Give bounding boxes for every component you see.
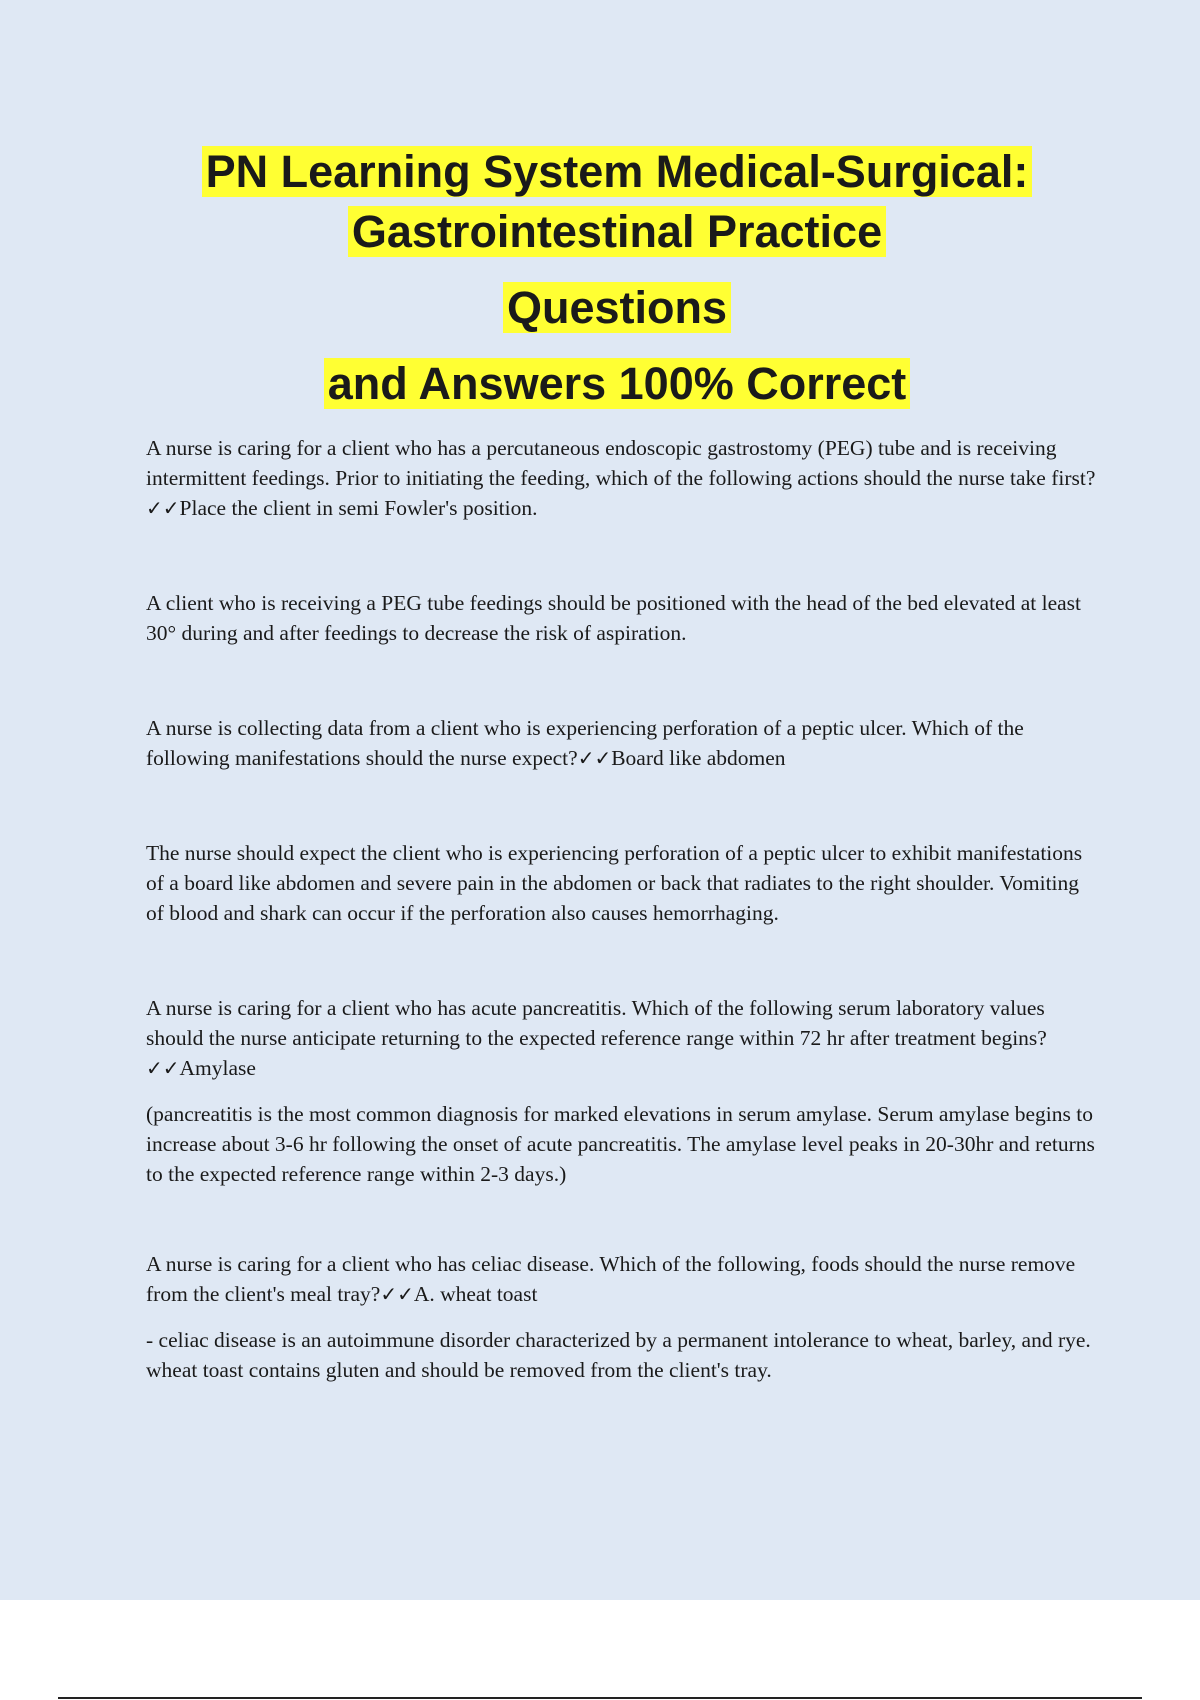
footer-divider xyxy=(58,1697,1142,1699)
rationale-1: A client who is receiving a PEG tube feedings should be positioned with the head of the bed elevated at least 30° during and after feedings to decrease the risk of aspiration. xyxy=(146,591,1081,645)
check-marks: ✓✓ xyxy=(380,1282,414,1306)
title-line-2: Gastrointestinal Practice xyxy=(348,206,886,257)
rationale-3: (pancreatitis is the most common diagnosis for marked elevations in serum amylase. Serum amylase begins to increase about 3-6 hr following the onset of acute pancreatitis. The amylase level peaks in 20-30hr and returns to the expected reference range within 2-3 days.) xyxy=(146,1102,1095,1186)
check-marks: ✓✓ xyxy=(577,746,612,770)
check-marks: ✓✓ xyxy=(146,496,180,520)
question-text: A nurse is collecting data from a client who is experiencing perforation of a peptic ulcer. Which of the following manifestations should the nurse expect? xyxy=(146,716,1024,770)
answer-text: A. wheat toast xyxy=(413,1282,538,1306)
answer-text: Board like abdomen xyxy=(611,746,786,770)
question-text: A nurse is caring for a client who has celiac disease. Which of the following, foods should the nurse remove from the client's meal tray? xyxy=(146,1252,1076,1306)
answer-text: Place the client in semi Fowler's position. xyxy=(179,496,538,520)
question-4 xyxy=(146,1249,1096,1309)
question-text: A nurse is caring for a client who has a percutaneous endoscopic gastrostomy (PEG) tube and is receiving intermittent feedings. Prior to initiating the feeding, which of the following actions should the nurse take first? xyxy=(146,436,1096,490)
question-text: A nurse is caring for a client who has acute pancreatitis. Which of the following serum laboratory values should the nurse anticipate returning to the expected reference range within 72 hr after treatment begins? xyxy=(146,996,1047,1050)
rationale-2: The nurse should expect the client who is experiencing perforation of a peptic ulcer to exhibit manifestations of a board like abdomen and severe pain in the abdomen or back that radiates to the right shoulder. Vomiting of blood and shark can occur if the perforation also causes hemorrhaging. xyxy=(146,841,1083,925)
answer-text: Amylase xyxy=(179,1056,256,1080)
title-line-1: PN Learning System Medical-Surgical: xyxy=(202,146,1033,197)
title-line-3: Questions xyxy=(503,282,731,333)
question-1 xyxy=(146,433,1096,523)
title-line-4: and Answers 100% Correct xyxy=(324,358,911,409)
rationale-4: - celiac disease is an autoimmune disorder characterized by a permanent intolerance to wheat, barley, and rye. wheat toast contains gluten and should be removed from the client's tray. xyxy=(146,1328,1091,1382)
question-3 xyxy=(146,993,1096,1083)
question-2 xyxy=(146,713,1096,773)
qa-content xyxy=(146,433,1096,1385)
check-marks: ✓✓ xyxy=(146,1056,180,1080)
